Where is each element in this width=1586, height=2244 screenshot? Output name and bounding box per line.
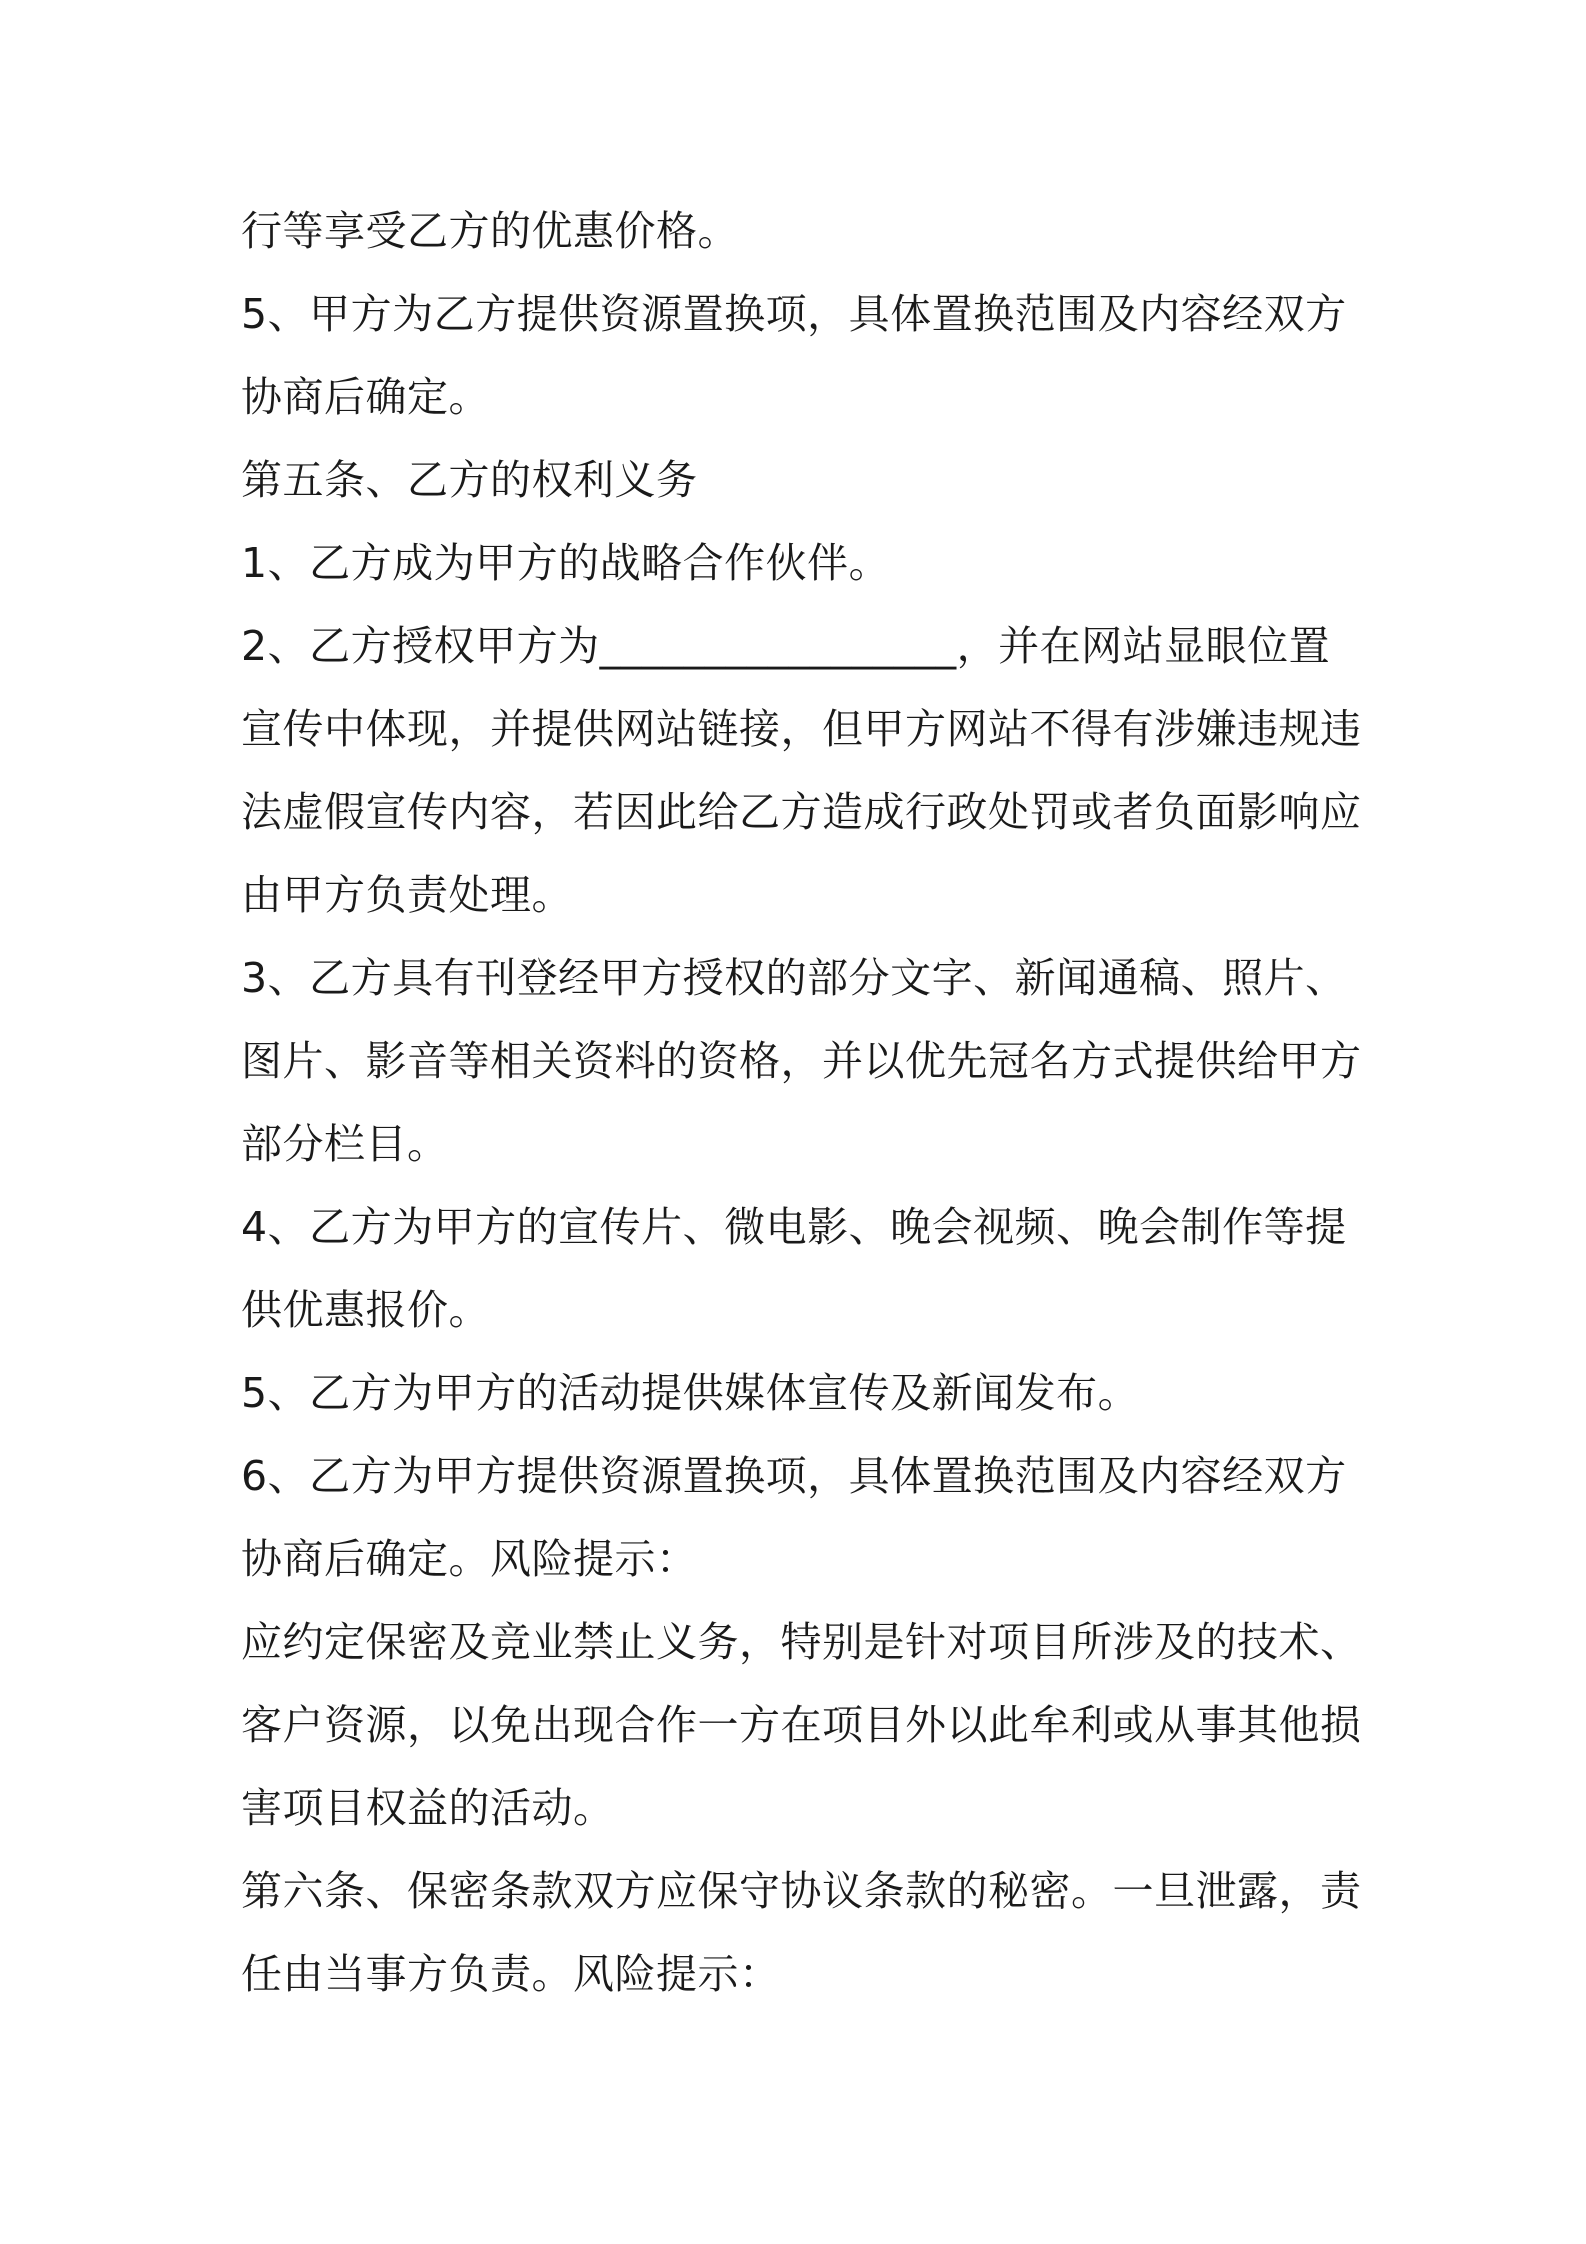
paragraph-continuation: 行等享受乙方的优惠价格。 (241, 207, 739, 255)
paragraph-party-b-item-5: 5、乙方为甲方的活动提供媒体宣传及新闻发布。 (241, 1369, 1140, 1417)
paragraph-risk-note: 应约定保密及竞业禁止义务，特别是针对项目所涉及的技术、客户资源，以免出现合作一方在项目外以此牟利或从事其他损害项目权益的活动。 (241, 1618, 1362, 1832)
paragraph-party-b-item-6: 6、乙方为甲方提供资源置换项，具体置换范围及内容经双方协商后确定。风险提示： (241, 1452, 1347, 1583)
section-heading-article-6: 第六条、保密条款双方应保守协议条款的秘密。一旦泄露，责任由当事方负责。风险提示： (241, 1867, 1362, 1998)
document-body (241, 190, 1365, 2016)
paragraph-party-b-item-3: 3、乙方具有刊登经甲方授权的部分文字、新闻通稿、照片、图片、影音等相关资料的资格，并以优先冠名方式提供给甲方部分栏目。 (241, 954, 1362, 1168)
paragraph-party-b-item-4: 4、乙方为甲方的宣传片、微电影、晚会视频、晚会制作等提供优惠报价。 (241, 1203, 1347, 1334)
paragraph-party-b-item-1: 1、乙方成为甲方的战略合作伙伴。 (241, 539, 891, 587)
paragraph-party-b-item-2: 2、乙方授权甲方为_________________，并在网站显眼位置宣传中体现，并提供网站链接，但甲方网站不得有涉嫌违规违法虚假宣传内容，若因此给乙方造成行政处罚或者负面影响应由甲方负责处理。 (241, 622, 1362, 919)
paragraph-party-a-item-5: 5、甲方为乙方提供资源置换项，具体置换范围及内容经双方协商后确定。 (241, 290, 1347, 421)
section-heading-article-5: 第五条、乙方的权利义务 (241, 456, 698, 504)
